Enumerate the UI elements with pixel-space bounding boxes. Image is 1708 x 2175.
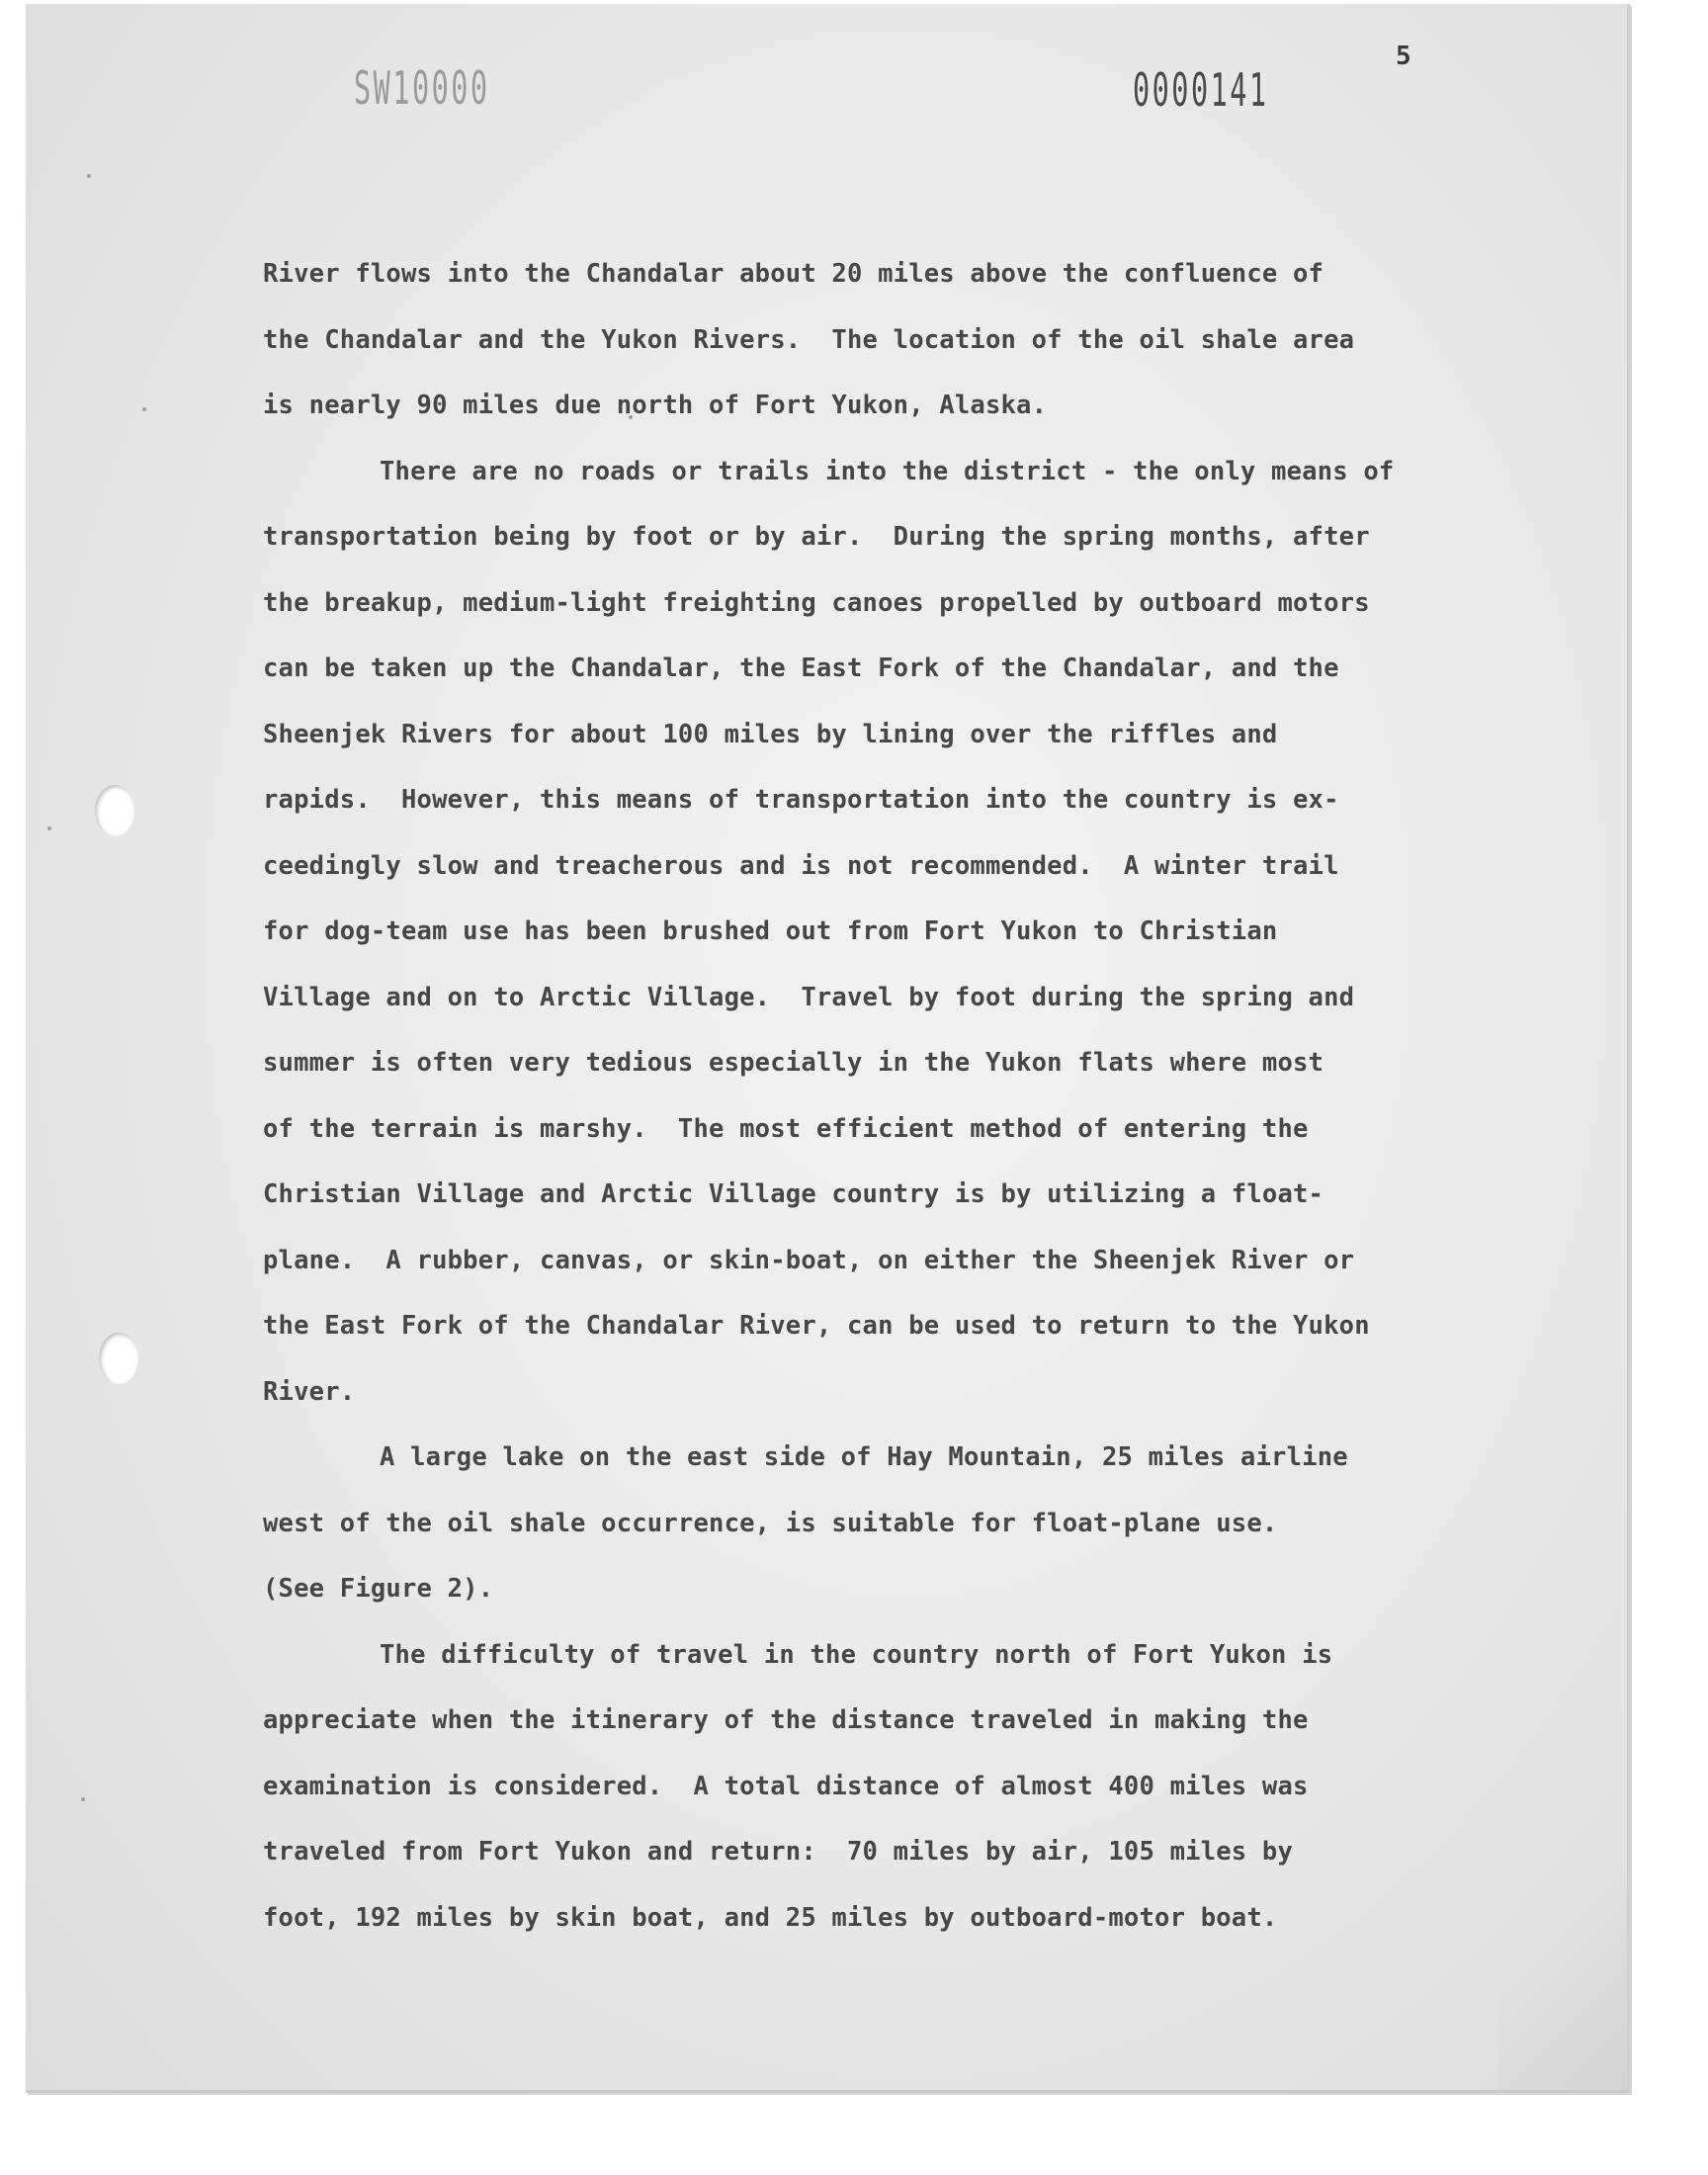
text-line: (See Figure 2). — [263, 1574, 494, 1604]
text-line: for dog-team use has been brushed out from Fort Yukon to Christian — [263, 916, 1278, 946]
text-line: Sheenjek Rivers for about 100 miles by lining over the riffles and — [263, 719, 1278, 749]
page-number: 5 — [1396, 42, 1411, 71]
paper-fold-shadow — [1498, 1833, 1627, 2090]
document-stamp-right: 0000141 — [1133, 63, 1269, 117]
text-line: Christian Village and Arctic Village country is by utilizing a float- — [263, 1179, 1324, 1209]
text-line: summer is often very tedious especially in the Yukon flats where most — [263, 1048, 1324, 1078]
punch-hole-icon — [99, 1333, 138, 1384]
text-line: River flows into the Chandalar about 20 miles above the confluence of — [263, 259, 1324, 289]
text-line: can be taken up the Chandalar, the East Fork of the Chandalar, and the — [263, 653, 1339, 683]
text-line: transportation being by foot or by air. During the spring months, after — [263, 522, 1370, 552]
body-text — [263, 241, 1489, 1951]
paragraph-start-line: The difficulty of travel in the country north of Fort Yukon is — [380, 1639, 1333, 1670]
punch-hole-icon — [95, 785, 134, 836]
text-line: River. — [263, 1376, 356, 1407]
text-line: the East Fork of the Chandalar River, can be used to return to the Yukon — [263, 1311, 1370, 1341]
text-line: the breakup, medium-light freighting canoes propelled by outboard motors — [263, 587, 1370, 618]
text-line: of the terrain is marshy. The most efficient method of entering the — [263, 1113, 1309, 1144]
text-line: ceedingly slow and treacherous and is not recommended. A winter trail — [263, 850, 1339, 881]
text-line: west of the oil shale occurrence, is suitable for float-plane use. — [263, 1508, 1278, 1538]
paper-speck — [81, 1797, 85, 1801]
text-line: appreciate when the itinerary of the distance traveled in making the — [263, 1705, 1309, 1735]
paragraph-start-line: There are no roads or trails into the district - the only means of — [380, 456, 1395, 486]
text-line: plane. A rubber, canvas, or skin-boat, on either the Sheenjek River or — [263, 1245, 1355, 1275]
document-stamp-left: SW10000 — [354, 61, 490, 115]
paper-speck — [87, 174, 91, 178]
text-line: the Chandalar and the Yukon Rivers. The location of the oil shale area — [263, 324, 1355, 355]
text-line: rapids. However, this means of transportation into the country is ex- — [263, 785, 1339, 815]
text-line: foot, 192 miles by skin boat, and 25 miles by outboard-motor boat. — [263, 1902, 1278, 1933]
paragraph-start-line: A large lake on the east side of Hay Mountain, 25 miles airline — [380, 1442, 1348, 1472]
text-line: Village and on to Arctic Village. Travel by foot during the spring and — [263, 982, 1355, 1012]
paper-speck — [142, 407, 146, 411]
paper-speck — [47, 826, 51, 830]
text-line: traveled from Fort Yukon and return: 70 miles by air, 105 miles by — [263, 1837, 1294, 1867]
text-line: is nearly 90 miles due north of Fort Yukon, Alaska. — [263, 391, 1048, 420]
text-line: examination is considered. A total distance of almost 400 miles was — [263, 1771, 1309, 1801]
